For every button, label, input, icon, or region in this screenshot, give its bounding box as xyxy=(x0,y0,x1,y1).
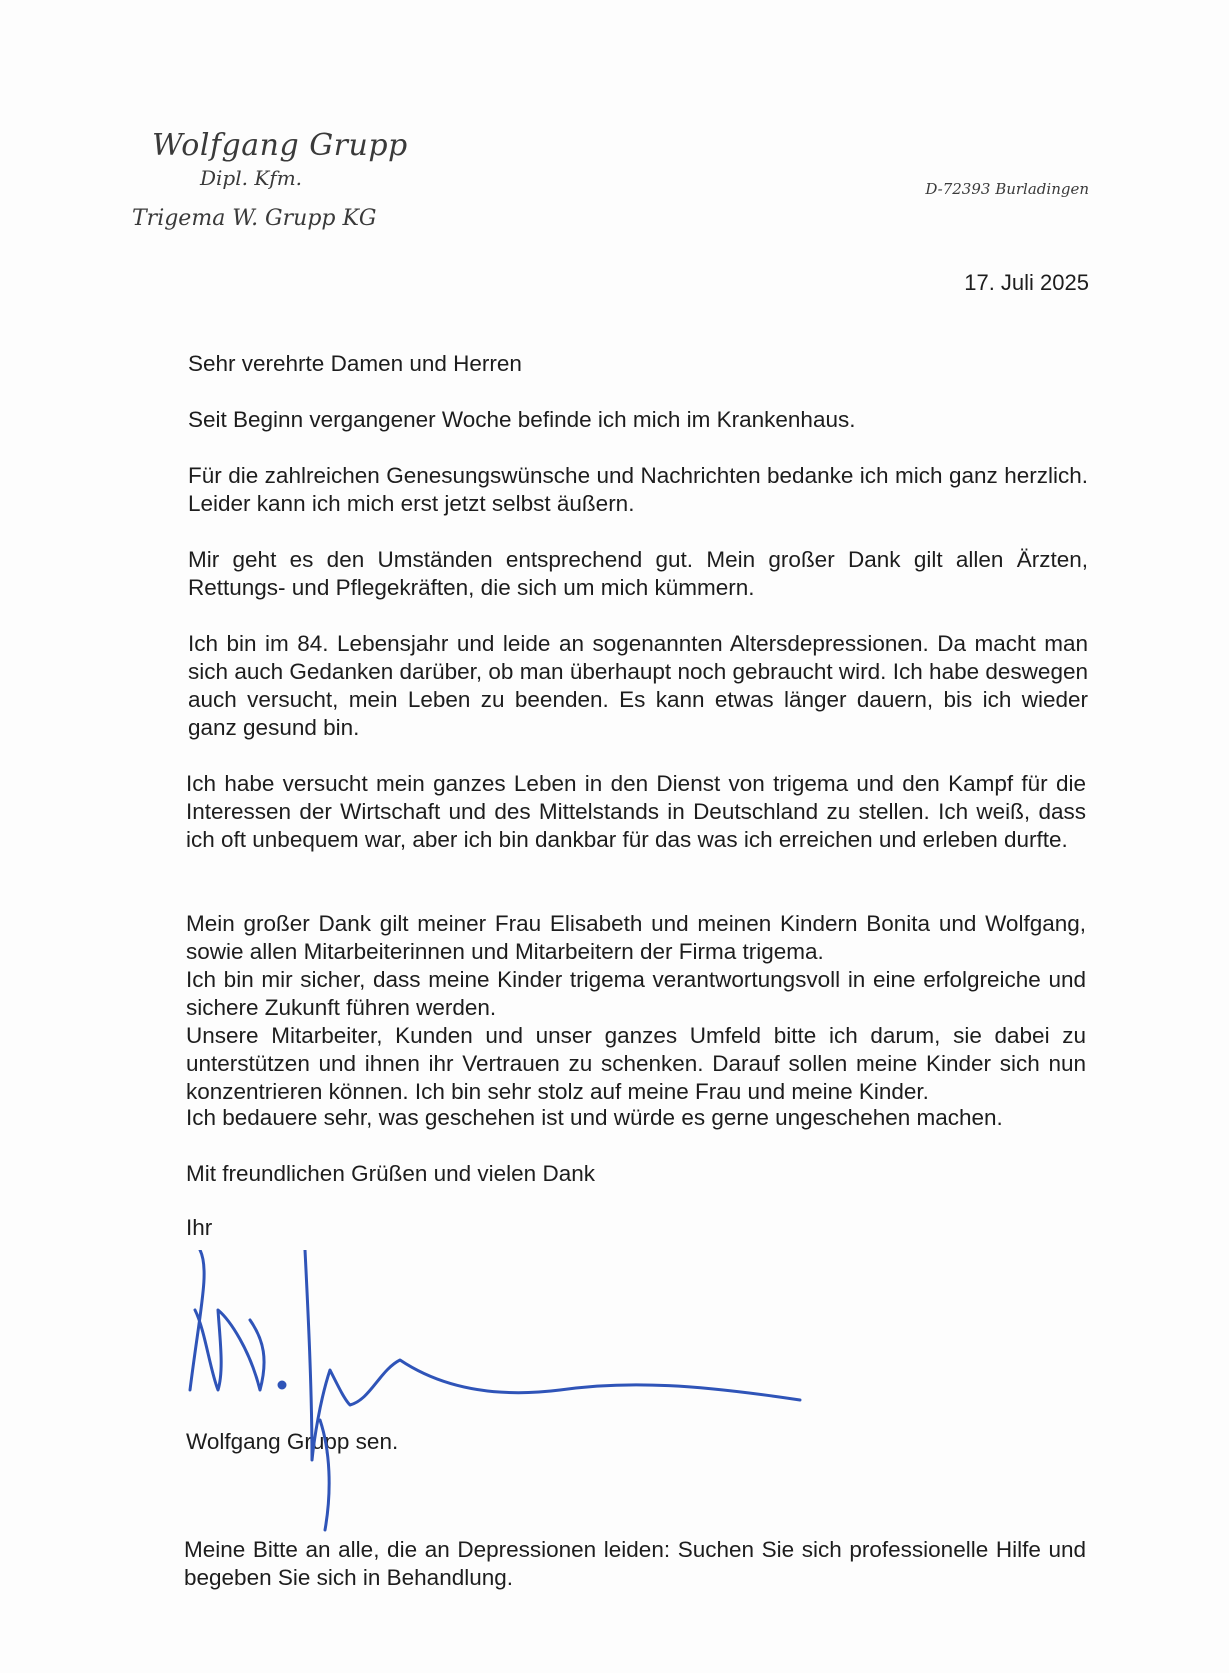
paragraph-6 xyxy=(186,910,1086,1106)
paragraph-6-line-2: Ich bin mir sicher, dass meine Kinder trigema verantwortungsvoll in eine erfolgreiche und sichere Zukunft führen werden. xyxy=(186,967,1086,1020)
paragraph-7: Ich bedauere sehr, was geschehen ist und würde es gerne ungeschehen machen. xyxy=(186,1105,1003,1130)
postscript: Meine Bitte an alle, die an Depressionen leiden: Suchen Sie sich professionelle Hilfe und begeben Sie sich in Behandlung. xyxy=(184,1537,1086,1590)
letter-date: 17. Juli 2025 xyxy=(964,270,1089,295)
paragraph-2: Für die zahlreichen Genesungswünsche und Nachrichten bedanke ich mich ganz herzlich. Leider kann ich mich erst jetzt selbst äußern. xyxy=(188,463,1088,516)
paragraph-3: Mir geht es den Umständen entsprechend gut. Mein großer Dank gilt allen Ärzten, Rettungs- und Pflegekräften, die sich um mich kümmern. xyxy=(188,547,1088,600)
closing: Mit freundlichen Grüßen und vielen Dank xyxy=(186,1161,595,1186)
letterhead-company: Trigema W. Grupp KG xyxy=(132,206,377,231)
paragraph-4: Ich bin im 84. Lebensjahr und leide an sogenannten Altersdepressionen. Da macht man sich auch Gedanken darüber, ob man überhaupt noch gebraucht wird. Ich habe deswegen auch versucht, mein Leben zu beenden. Es kann etwas länger dauern, bis ich wieder ganz gesund bin. xyxy=(188,631,1088,740)
signer-name: Wolfgang Grupp sen. xyxy=(186,1429,399,1454)
paragraph-6-line-3: Unsere Mitarbeiter, Kunden und unser ganzes Umfeld bitte ich darum, sie dabei zu unterstützen und ihnen ihr Vertrauen zu schenken. Darauf sollen meine Kinder sich nun konzentrieren können. Ich bin sehr stolz auf meine Frau und meine Kinder. xyxy=(186,1023,1086,1104)
handwritten-signature xyxy=(180,1250,860,1570)
salutation: Sehr verehrte Damen und Herren xyxy=(188,351,522,376)
closing-word: Ihr xyxy=(186,1215,213,1240)
sender-location: D-72393 Burladingen xyxy=(925,180,1089,198)
paragraph-5: Ich habe versucht mein ganzes Leben in den Dienst von trigema und den Kampf für die Interessen der Wirtschaft und des Mittelstands in Deutschland zu stellen. Ich weiß, dass ich oft unbequem war, aber ich bin dankbar für das was ich erreichen und erleben durfte. xyxy=(186,771,1086,852)
paragraph-6-line-1: Mein großer Dank gilt meiner Frau Elisabeth und meinen Kindern Bonita und Wolfgang, sowie allen Mitarbeiterinnen und Mitarbeitern der Firma trigema. xyxy=(186,911,1086,964)
letterhead-title: Dipl. Kfm. xyxy=(200,166,303,190)
letterhead-name: Wolfgang Grupp xyxy=(152,128,408,163)
paragraph-1: Seit Beginn vergangener Woche befinde ich mich im Krankenhaus. xyxy=(188,407,856,432)
